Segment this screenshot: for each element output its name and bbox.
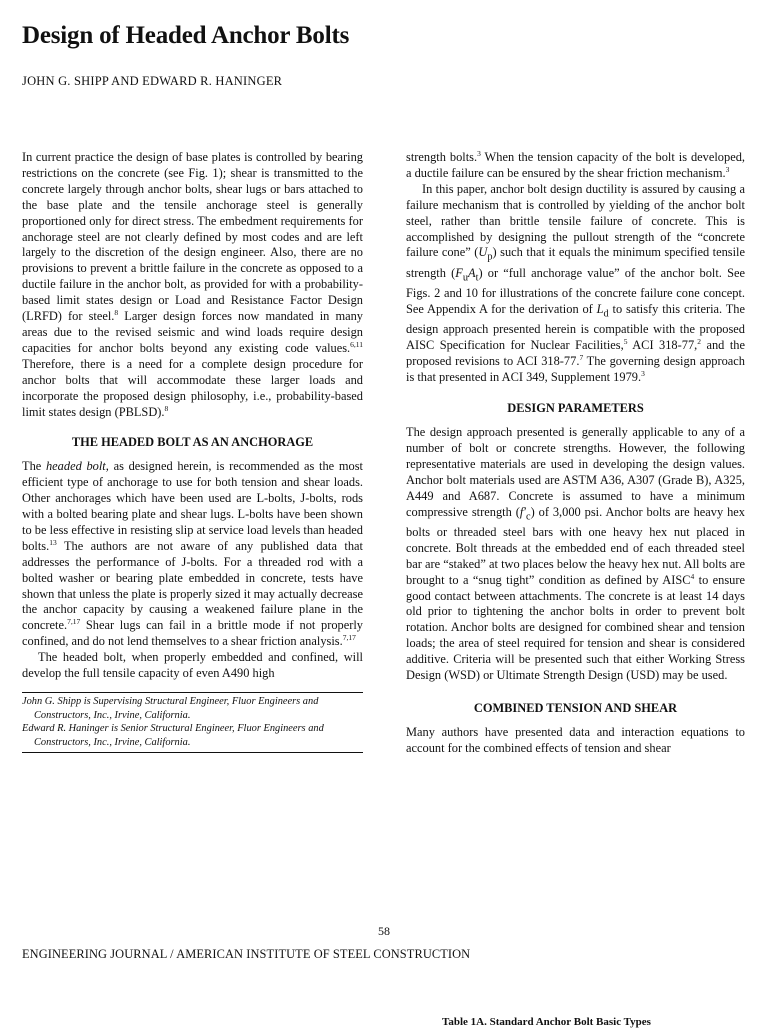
- reference-superscript: 3: [641, 369, 645, 379]
- reference-superscript: 7: [579, 353, 584, 363]
- page-number: 58: [378, 924, 390, 938]
- italic-text: F: [455, 265, 463, 280]
- reference-superscript: 7,17: [342, 633, 356, 643]
- table-caption-cut-off: Table 1A. Standard Anchor Bolt Basic Types: [442, 1016, 651, 1028]
- reference-superscript: 8: [164, 403, 169, 413]
- italic-text: U: [478, 245, 488, 260]
- footnote: John G. Shipp is Supervising Structural Engineer, Fluor Engineers and Constructors, Inc., Irvine, California.: [22, 696, 319, 721]
- body-paragraph: The headed bolt, when properly embedded and confined, will develop the full tensile capacity of even A490 high: [22, 650, 363, 681]
- section-heading: COMBINED TENSION AND SHEAR: [473, 700, 678, 715]
- reference-superscript: 13: [49, 537, 57, 547]
- body-paragraph: In this paper, anchor bolt design ductility is assured by causing a failure mechanism that is controlled by yielding of the anchor bolt steel, rather than brittle tensile failure of concrete. This is accomplished by designing the pullout strength of the “concrete failure cone” $(U_p)$ such that it equals the minimum specified tensile strength $(F_uA_t)$ or “full anchorage value” of the anchor bolt. See Figs. 2 and 10 for illustrations of the concrete failure cone concept. See Appendix A for the derivation of $L_d$ to satisfy this criteria. The design approach presented herein is compatible with the proposed AISC Specification for Nuclear Facilities,$^5$ ACI 318-77,$^2$ and the proposed revisions to ACI 318-77.$^7$ The governing design approach is that presented in ACI 349, Supplement 1979.$^3$: [406, 181, 745, 385]
- paper-title: Design of Headed Anchor Bolts: [22, 22, 350, 49]
- body-paragraph: The design approach presented is generally applicable to any of a number of bolt or concrete strengths. However, the following representative materials are used in developing the design values. Anchor bolt materials used are ASTM A36, A307 (Grade B), A325, A449 and A687. Concrete is assumed to have a minimum compressive strength $(f'_c)$ of 3,000 psi. Anchor bolts are heavy hex bolts or threaded steel bars with one heavy hex nut placed in concrete. Bolt threads at the embedded end of each threaded steel bar are “staked” at two places below the heavy hex nut. All bolts are brought to a “snug tight” condition as defined by AISC$^4$ to ensure good contact between attachments. The concrete is at least 14 days old prior to tightening the anchor bolts in order to prevent bolt rotation. Anchor bolts are designed for combined shear and tension loads; the area of steel required for tension and shear is considered additive. Criteria will be presented such that either Working Stress Design (WSD) or Ultimate Strength Design (USD) may be used.: [406, 425, 745, 683]
- subscript: c: [525, 511, 531, 522]
- right-column: [406, 150, 745, 757]
- author-footnotes: [22, 692, 363, 753]
- subscript: p: [487, 251, 493, 263]
- reference-superscript: 5: [623, 337, 628, 347]
- section-heading: THE HEADED BOLT AS AN ANCHORAGE: [71, 435, 314, 450]
- reference-superscript: 2: [697, 337, 701, 347]
- italic-text: L: [596, 302, 604, 317]
- subscript: d: [603, 308, 609, 320]
- body-paragraph: strength bolts.$^3$ When the tension capacity of the bolt is developed, a ductile failure can be ensured by the shear friction mechanism.$^3$: [406, 148, 745, 180]
- italic-text: headed bolt,: [45, 459, 109, 474]
- reference-superscript: 4: [690, 571, 695, 581]
- reference-superscript: 6,11: [350, 339, 363, 349]
- body-paragraph: Many authors have presented data and interaction equations to account for the combined effects of tension and shear: [406, 724, 745, 755]
- subscript: u: [462, 272, 468, 284]
- left-column: [22, 150, 363, 753]
- reference-superscript: 7,17: [67, 617, 81, 627]
- reference-superscript: 3: [725, 164, 730, 174]
- reference-superscript: 3: [477, 148, 481, 158]
- body-paragraph: The headed bolt, as designed herein, is recommended as the most efficient type of anchorage to use for both tension and shear loads. Other anchorages which have been used are L-bolts, J-bolts, rods with a bolted bearing plate and shear lugs. L-bolts have been shown to be less effective in resisting slip at service load levels than headed bolts.$^{13}$ The authors are not aware of any published data that addresses the performance of J-bolts. For a threaded rod with a bolted washer or bearing plate embedded in concrete, tests have shown that unless the plate is properly sized it may actually decrease the anchor capacity by causing a weakened failure plane in the concrete.$^{7,17}$ Shear lugs can fail in a brittle mode if not properly confined, and do not lend themselves to a shear friction analysis.$^{7,17}$: [22, 459, 363, 649]
- section-heading: DESIGN PARAMETERS: [507, 401, 644, 416]
- journal-footer: ENGINEERING JOURNAL / AMERICAN INSTITUTE OF STEEL CONSTRUCTION: [22, 947, 471, 961]
- reference-superscript: 8: [114, 307, 119, 317]
- italic-text: A: [468, 265, 476, 280]
- body-paragraph: In current practice the design of base plates is controlled by bearing restrictions on the concrete (see Fig. 1); shear is transmitted to the concrete largely through anchor bolts, shear lugs or bars attached to the base plate and the tensile anchorage steel is generally proportioned only for direct stress. The embedment requirements for anchorage steel are not clearly defined by most codes and are left largely to the discretion of the design engineer. Also, there are no provisions to prevent a brittle failure in the concrete as opposed to a ductile failure in the anchor bolt, as provided for with a probability-based limit states design or Load and Resistance Factor Design (LRFD) for steel.$^8$ Larger design forces now mandated in many areas due to the revised seismic and wind loads require design capacities for anchor bolts beyond any existing code values.$^{6,11}$ Therefore, there is a need for a complete design procedure for anchor bolts that will accommodate these larger loads and incorporate the proposed design philosophy, i.e., probability-based limit states design (PBLSD).$^8$: [22, 150, 364, 419]
- footnote: Edward R. Haninger is Senior Structural Engineer, Fluor Engineers and Constructors, Inc., Irvine, California.: [22, 723, 324, 748]
- subscript: t: [475, 272, 479, 284]
- italic-text: f′: [519, 504, 526, 519]
- author-line: JOHN G. SHIPP AND EDWARD R. HANINGER: [22, 74, 283, 88]
